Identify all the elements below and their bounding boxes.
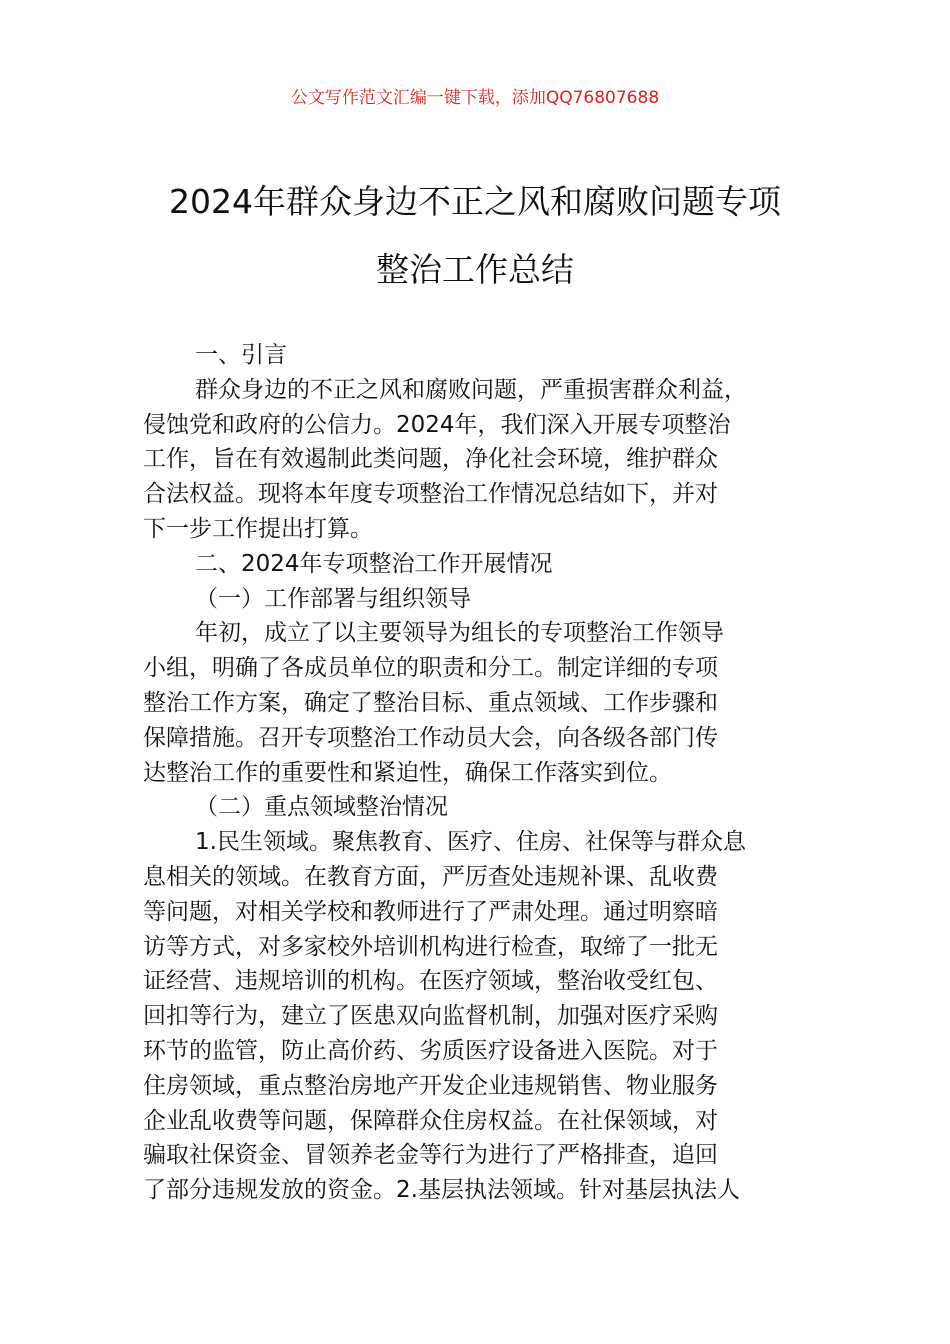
paragraph-line: 年初，成立了以主要领导为组长的专项整治工作领导 [195,620,724,647]
paragraph-line: 达整治工作的重要性和紧迫性，确保工作落实到位。 [143,759,672,786]
subsection-heading: （一）工作部署与组织领导 [195,585,471,612]
paragraph-line: 证经营、违规培训的机构。在医疗领域，整治收受红包、 [143,968,718,995]
document-title-line-2: 整治工作总结 [376,250,574,289]
document-title-line-1: 2024年群众身边不正之风和腐败问题专项 [169,182,781,221]
paragraph-line: 1.民生领域。聚焦教育、医疗、住房、社保等与群众息 [195,829,746,856]
paragraph-line: 整治工作方案，确定了整治目标、重点领域、工作步骤和 [143,689,718,716]
paragraph-line: 企业乱收费等问题，保障群众住房权益。在社保领域，对 [143,1107,718,1134]
paragraph-line: 回扣等行为，建立了医患双向监督机制，加强对医疗采购 [143,1003,718,1030]
paragraph-line: 工作，旨在有效遏制此类问题，净化社会环境，维护群众 [143,446,718,473]
paragraph-line: 访等方式，对多家校外培训机构进行检查，取缔了一批无 [143,933,718,960]
paragraph-line: 骗取社保资金、冒领养老金等行为进行了严格排查，追回 [143,1142,718,1169]
document-body [143,338,843,1208]
section-heading: 一、引言 [195,342,287,368]
header-banner: 公文写作范文汇编一键下载，添加QQ76807688 [290,88,660,108]
paragraph-line: 息相关的领域。在教育方面，严厉查处违规补课、乱收费 [143,863,718,890]
paragraph-line: 等问题，对相关学校和教师进行了严肃处理。通过明察暗 [143,898,718,925]
paragraph-line: 下一步工作提出打算。 [143,515,373,542]
paragraph-line: 合法权益。现将本年度专项整治工作情况总结如下，并对 [143,481,718,508]
paragraph-line: 保障措施。召开专项整治工作动员大会，向各级各部门传 [143,724,718,751]
paragraph-line: 侵蚀党和政府的公信力。2024年，我们深入开展专项整治 [143,411,731,438]
paragraph-line: 了部分违规发放的资金。2.基层执法领域。针对基层执法人 [143,1177,740,1204]
subsection-heading: （二）重点领域整治情况 [195,794,448,821]
section-heading: 二、2024年专项整治工作开展情况 [195,550,553,577]
paragraph-line: 群众身边的不正之风和腐败问题，严重损害群众利益， [195,376,747,403]
paragraph-line: 小组，明确了各成员单位的职责和分工。制定详细的专项 [143,655,718,682]
paragraph-line: 住房领域，重点整治房地产开发企业违规销售、物业服务 [143,1072,718,1099]
paragraph-line: 环节的监管，防止高价药、劣质医疗设备进入医院。对于 [143,1037,718,1064]
